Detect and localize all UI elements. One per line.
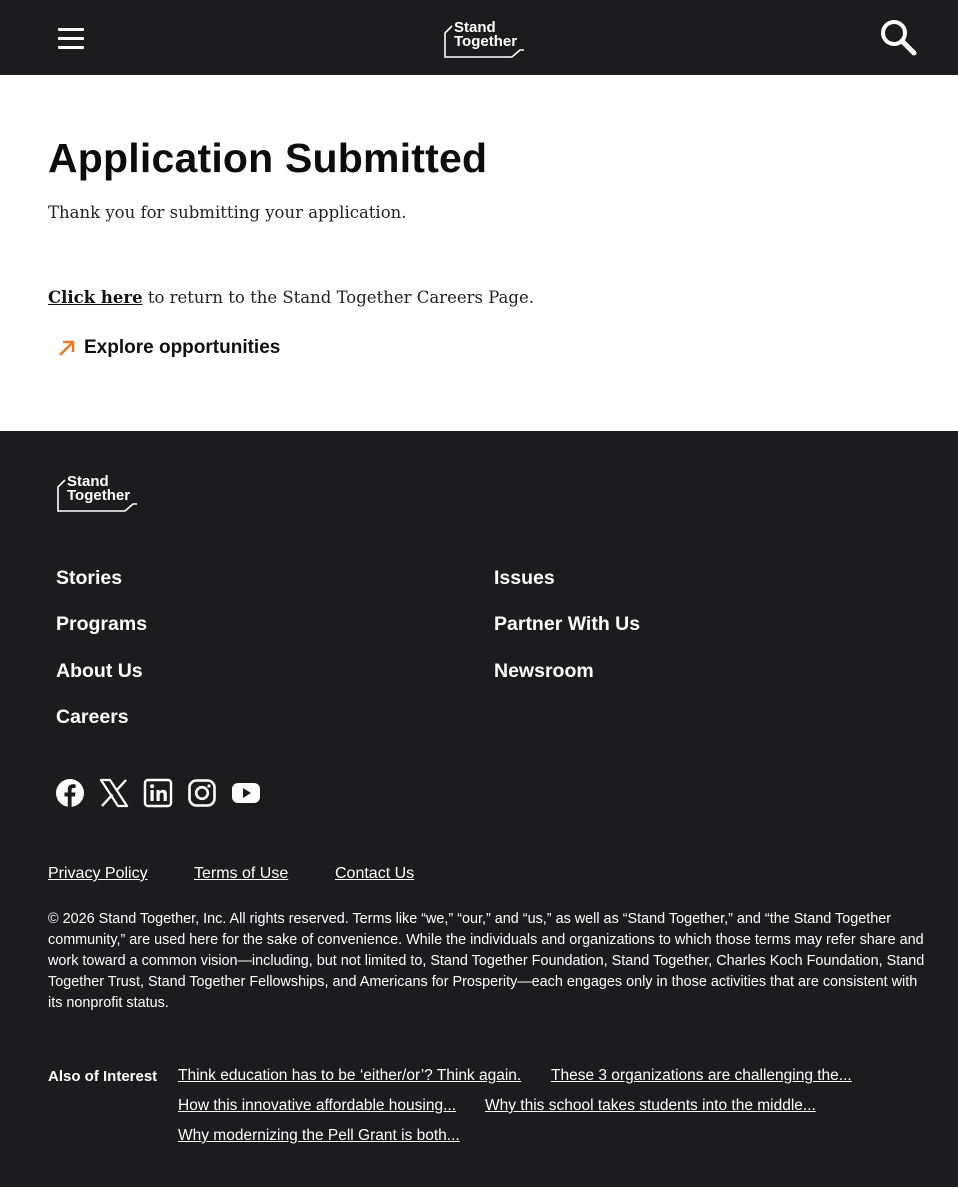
privacy-policy-link[interactable]: Privacy Policy: [48, 865, 148, 882]
footer-nav-careers[interactable]: Careers: [56, 706, 129, 728]
youtube-icon[interactable]: [231, 778, 261, 808]
footer-nav-newsroom[interactable]: Newsroom: [494, 660, 594, 682]
hamburger-menu-icon[interactable]: [58, 24, 86, 50]
logo-word-stand: Stand: [454, 19, 496, 36]
linkedin-icon[interactable]: [143, 778, 173, 808]
footer-nav-issues[interactable]: Issues: [494, 567, 555, 589]
also-of-interest-link[interactable]: How this innovative affordable housing...: [178, 1097, 457, 1114]
contact-us-link[interactable]: Contact Us: [335, 865, 415, 882]
footer-stand-together-logo[interactable]: [57, 471, 141, 513]
footer-nav-partner-with-us[interactable]: Partner With Us: [494, 613, 641, 635]
also-of-interest-link[interactable]: Think education has to be ‘either/or’? Think again.: [178, 1067, 522, 1084]
copyright-notice: © 2026 Stand Together, Inc. All rights reserved. Terms like “we,” “our,” and “us,” as well as “Stand Together,” and “the Stand Together community,” are used here for the sake of convenience. While the individuals and organizations to which those terms may refer share and work toward a common vision—including, but not limited to, Stand Together Foundation, Stand Together, Charles Koch Foundation, Stand Together Trust, Stand Together Fellowships, and Americans for Prosperity—each engages only in those activities that are consistent with its nonprofit status.: [48, 911, 925, 1011]
stand-together-logo[interactable]: [444, 17, 528, 59]
explore-opportunities-label: Explore opportunities: [84, 337, 281, 358]
main-content: [0, 75, 958, 431]
return-text: to return to the Stand Together Careers Page.: [142, 288, 534, 307]
instagram-icon[interactable]: [187, 778, 217, 808]
footer-logo-word-together: Together: [67, 487, 131, 504]
facebook-icon[interactable]: [55, 778, 85, 808]
also-of-interest-link[interactable]: Why this school takes students into the middle...: [485, 1097, 816, 1114]
return-paragraph: [48, 288, 534, 307]
x-twitter-icon[interactable]: [99, 778, 129, 808]
also-of-interest-link[interactable]: These 3 organizations are challenging the...: [551, 1067, 852, 1084]
footer-nav-about-us[interactable]: About Us: [56, 660, 143, 682]
footer-nav-programs[interactable]: Programs: [56, 613, 148, 635]
logo-word-together: Together: [454, 33, 518, 50]
careers-return-link[interactable]: Click here: [48, 288, 143, 307]
page-title: Application Submitted: [48, 135, 488, 181]
arrow-up-right-icon: [58, 339, 76, 357]
footer-nav-stories[interactable]: Stories: [56, 567, 123, 589]
footer-logo-word-stand: Stand: [67, 473, 109, 490]
top-navigation-bar: [0, 0, 958, 75]
also-of-interest-link[interactable]: Why modernizing the Pell Grant is both...: [178, 1127, 460, 1144]
also-of-interest-label: Also of Interest: [48, 1068, 158, 1085]
terms-of-use-link[interactable]: Terms of Use: [194, 865, 289, 882]
explore-opportunities-link[interactable]: [58, 337, 280, 359]
site-footer: [0, 431, 958, 1187]
thank-you-message: Thank you for submitting your application.: [48, 203, 407, 222]
search-icon[interactable]: [878, 17, 918, 57]
